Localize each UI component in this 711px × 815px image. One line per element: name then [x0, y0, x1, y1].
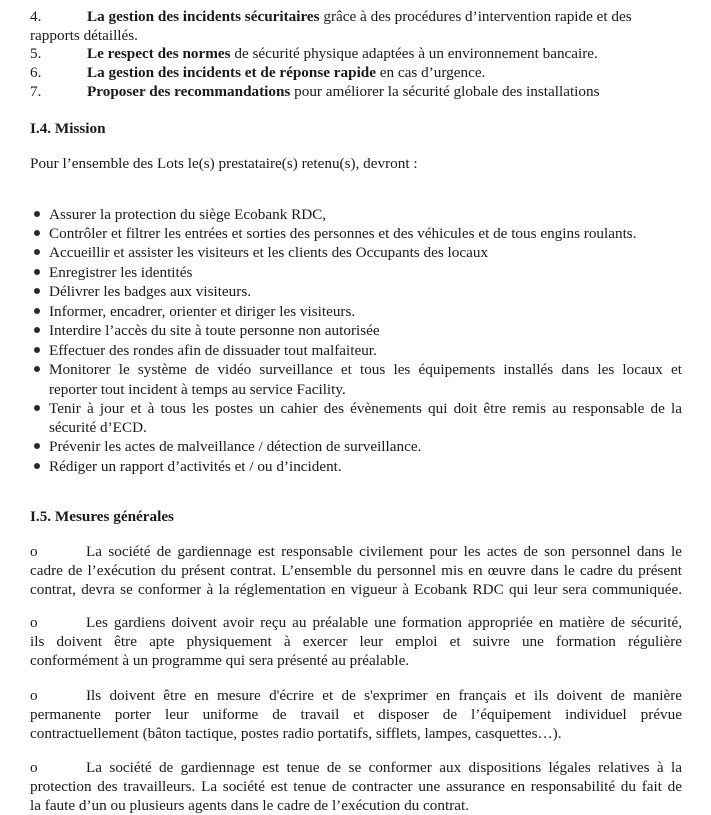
list-item-text: Le respect des normes de sécurité physique adaptées à un environnement bancaire. — [87, 45, 598, 62]
paragraph-marker: o — [30, 759, 38, 776]
bullet-text-continuation: sécurité d’ECD. — [49, 419, 147, 436]
bullet-marker — [34, 327, 40, 333]
bullet-text: Rédiger un rapport d’activités et / ou d’incident. — [49, 458, 342, 475]
paragraph-line: cadre de l’exécution du présent contrat. L’ensemble du personnel mis en œuvre dans le cadre du présent — [30, 562, 682, 579]
paragraph-marker: o — [30, 543, 38, 560]
section-heading-mesures: I.5. Mesures générales — [30, 508, 174, 525]
bullet-text: Accueillir et assister les visiteurs et les clients des Occupants des locaux — [49, 244, 489, 261]
mission-intro: Pour l’ensemble des Lots le(s) prestataire(s) retenu(s), devront : — [30, 155, 418, 172]
bullet-text: Tenir à jour et à tous les postes un cahier des évènements qui doit être remis au responsable de la — [49, 400, 682, 417]
paragraph-line: ils doivent être apte physiquement à exercer leur emploi et suivre une formation régulière — [30, 633, 682, 650]
paragraph-line: permanente porter leur uniforme de travail et disposer de l’équipement individuel prévue — [30, 706, 682, 723]
paragraph-line: Ils doivent être en mesure d'écrire et de s'exprimer en français et ils doivent de manière — [86, 687, 682, 704]
list-item-text: Proposer des recommandations pour améliorer la sécurité globale des installations — [87, 83, 600, 100]
section-heading-mission: I.4. Mission — [30, 120, 106, 137]
paragraph-marker: o — [30, 614, 38, 631]
bullet-text-continuation: reporter tout incident à temps au service Facility. — [49, 381, 346, 398]
list-number: 6. — [30, 64, 42, 81]
bullet-marker — [34, 269, 40, 275]
paragraph-line: la faute d’un ou plusieurs agents dans le cadre de l’exécution du contrat. — [30, 797, 470, 814]
paragraph-line: Les gardiens doivent avoir reçu au préalable une formation appropriée en matière de sécurité, — [86, 614, 682, 631]
paragraph-line: contractuellement (bâton tactique, postes radio portatifs, sifflets, lampes, casquettes…). — [30, 725, 562, 742]
paragraph-line: contrat, devra se conformer à la réglementation en vigueur à Ecobank RDC qui leur sera communiquée. — [30, 581, 682, 598]
list-item-text: La gestion des incidents sécuritaires grâce à des procédures d’intervention rapide et des — [87, 8, 632, 25]
list-number: 7. — [30, 83, 42, 100]
list-item-text: La gestion des incidents et de réponse rapide en cas d’urgence. — [87, 64, 486, 81]
paragraph-line: protection des travailleurs. La société est tenue de contracter une assurance en responsabilité du fait de — [30, 778, 682, 795]
bullet-marker — [34, 366, 40, 372]
bullet-marker — [34, 211, 40, 217]
bullet-marker — [34, 347, 40, 353]
bullet-text: Délivrer les badges aux visiteurs. — [49, 283, 252, 300]
paragraph-line: La société de gardiennage est tenue de se conformer aux dispositions légales relatives à la — [86, 759, 682, 776]
list-number: 5. — [30, 45, 42, 62]
list-item-continuation: rapports détaillés. — [30, 27, 138, 44]
bullet-text: Enregistrer les identités — [49, 264, 193, 281]
bullet-text: Assurer la protection du siège Ecobank RDC, — [49, 206, 327, 223]
bullet-marker — [34, 249, 40, 255]
bullet-marker — [34, 230, 40, 236]
paragraph-line: conformément à un programme qui sera présenté au préalable. — [30, 652, 410, 669]
bullet-text: Effectuer des rondes afin de dissuader tout malfaiteur. — [49, 342, 377, 359]
bullet-marker — [34, 405, 40, 411]
bullet-marker — [34, 288, 40, 294]
bullet-text: Contrôler et filtrer les entrées et sorties des personnes et des véhicules et de tous engins roulants. — [49, 225, 637, 242]
paragraph-marker: o — [30, 687, 38, 704]
bullet-marker — [34, 308, 40, 314]
list-number: 4. — [30, 8, 42, 25]
bullet-text: Monitorer le système de vidéo surveillance et tous les équipements installés dans les locaux et — [49, 361, 682, 378]
bullet-marker — [34, 443, 40, 449]
bullet-marker — [34, 463, 40, 469]
bullet-text: Prévenir les actes de malveillance / détection de surveillance. — [49, 438, 422, 455]
paragraph-line: La société de gardiennage est responsable civilement pour les actes de son personnel dans le — [86, 543, 682, 560]
bullet-text: Interdire l’accès du site à toute personne non autorisée — [49, 322, 380, 339]
bullet-text: Informer, encadrer, orienter et diriger les visiteurs. — [49, 303, 356, 320]
